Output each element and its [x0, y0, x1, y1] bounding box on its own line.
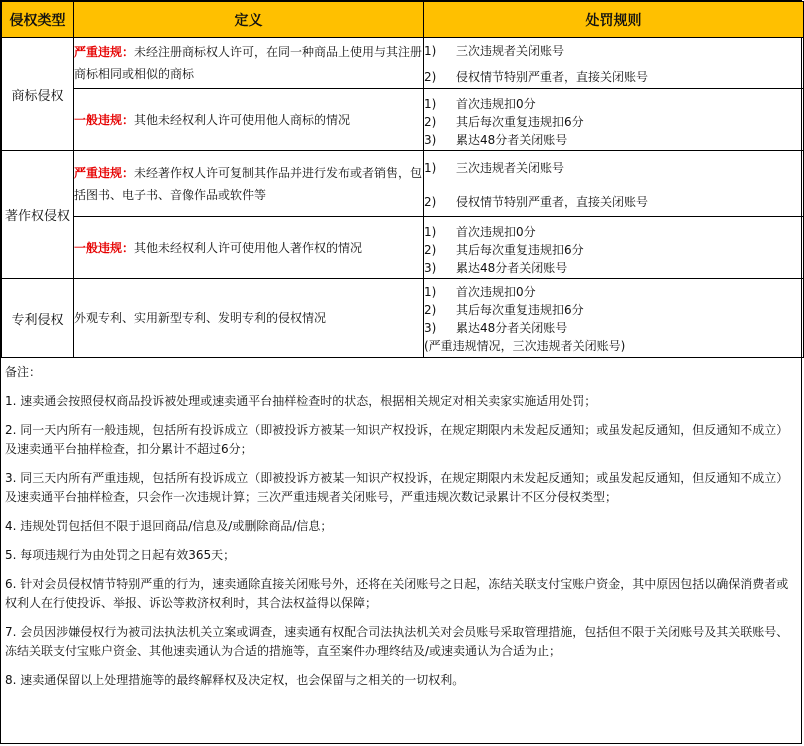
penalty-cell	[424, 89, 804, 151]
rule-number: 1)	[424, 225, 437, 239]
type-trademark: 商标侵权	[2, 38, 74, 151]
header-penalty: 处罚规则	[424, 2, 804, 38]
rule-line	[424, 283, 803, 301]
note-item: 3. 同三天内所有严重违规，包括所有投诉成立（即被投诉方被某一知识产权投诉，在规定期限内未发起反通知；或虽发起反通知，但反通知不成立）及速卖通平台抽样检查，只会作一次违规计算；三次严重违规者关闭账号，严重违规次数记录累计不区分侵权类型；	[5, 471, 789, 504]
rule-number: 1)	[424, 160, 437, 175]
rule-line	[424, 69, 803, 85]
rule-text: 首次违规扣0分	[456, 97, 536, 111]
rule-text: 其后每次重复违规扣6分	[456, 302, 584, 317]
table-row	[2, 38, 804, 89]
penalty-cell	[424, 279, 804, 358]
rule-line	[424, 43, 803, 59]
rule-line	[424, 131, 803, 149]
penalty-cell	[424, 38, 804, 89]
rule-text: 累达48分者关闭账号	[456, 320, 568, 335]
note-item: 4. 违规处罚包括但不限于退回商品/信息及/或删除商品/信息；	[5, 519, 333, 533]
rule-text: 其后每次重复违规扣6分	[456, 115, 584, 129]
rule-text: 累达48分者关闭账号	[456, 133, 568, 147]
definition-text: 未经著作权人许可复制其作品并进行发布或者销售，包括图书、电子书、音像作品或软件等	[74, 165, 423, 202]
table-row	[2, 151, 804, 217]
rule-line	[424, 301, 803, 319]
notes-title: 备注：	[5, 365, 42, 379]
note-item: 6. 针对会员侵权情节特别严重的行为，速卖通除直接关闭账号外，还将在关闭账号之日起，冻结关联支付宝账户资金，其中原因包括以确保消费者或权利人在行使投诉、举报、诉讼等救济权利时，其合法权益得以保障；	[5, 577, 789, 610]
definition-cell	[74, 151, 424, 217]
definition-text: 外观专利、实用新型专利、发明专利的侵权情况	[74, 311, 327, 325]
header-definition: 定义	[74, 2, 424, 38]
rule-text: 首次违规扣0分	[456, 284, 536, 299]
definition-cell	[74, 89, 424, 151]
rule-text: 侵权情节特别严重者，直接关闭账号	[456, 194, 649, 209]
rule-number: 2)	[424, 115, 437, 129]
rule-number: 2)	[424, 302, 437, 317]
rule-number: 2)	[424, 243, 437, 257]
table-row	[2, 279, 804, 358]
penalty-cell	[424, 217, 804, 279]
table-header-row	[2, 2, 804, 38]
type-copyright: 著作权侵权	[2, 151, 74, 279]
note-item: 5. 每项违规行为由处罚之日起有效365天；	[5, 548, 236, 562]
definition-text: 其他未经权利人许可使用他人著作权的情况	[134, 240, 363, 255]
rule-number: 1)	[424, 44, 437, 58]
rule-line	[424, 160, 803, 176]
rule-line	[424, 319, 803, 337]
note-item: 2. 同一天内所有一般违规，包括所有投诉成立（即被投诉方被某一知识产权投诉，在规定期限内未发起反通知；或虽发起反通知，但反通知不成立）及速卖通平台抽样检查，扣分累计不超过6分；	[5, 423, 789, 456]
rule-number: 1)	[424, 284, 437, 299]
rule-number: 3)	[424, 133, 437, 147]
severity-label: 严重违规：	[74, 165, 135, 180]
header-type: 侵权类型	[2, 2, 74, 38]
definition-cell	[74, 217, 424, 279]
note-item: 8. 速卖通保留以上处理措施等的最终解释权及决定权，也会保留与之相关的一切权利。	[5, 673, 465, 687]
type-patent: 专利侵权	[2, 279, 74, 358]
rule-note: (严重违规情况，三次违规者关闭账号)	[424, 338, 626, 353]
definition-text: 其他未经权利人许可使用他人商标的情况	[134, 112, 351, 127]
rule-line	[424, 194, 803, 210]
penalty-cell	[424, 151, 804, 217]
rule-text: 三次违规者关闭账号	[456, 44, 565, 58]
rule-number: 3)	[424, 261, 437, 275]
table-row	[2, 217, 804, 279]
rule-text: 累达48分者关闭账号	[456, 261, 568, 275]
rule-text: 首次违规扣0分	[456, 225, 536, 239]
table-row	[2, 89, 804, 151]
severity-label: 严重违规：	[74, 45, 135, 59]
note-item: 1. 速卖通会按照侵权商品投诉被处理或速卖通平台抽样检查时的状态，根据相关规定对相关卖家实施适用处罚；	[5, 394, 597, 408]
rule-text: 其后每次重复违规扣6分	[456, 243, 584, 257]
definition-cell	[74, 279, 424, 358]
rule-number: 1)	[424, 97, 437, 111]
severity-label: 一般违规：	[74, 112, 135, 127]
note-item: 7. 会员因涉嫌侵权行为被司法执法机关立案或调查，速卖通有权配合司法执法机关对会员账号采取管理措施，包括但不限于关闭账号及其关联账号、冻结关联支付宝账户资金、其他速卖通认为合适的措施等，直至案件办理终结及/或速卖通认为合适为止；	[5, 625, 789, 658]
notes-section	[1, 357, 803, 745]
definition-cell	[74, 38, 424, 89]
penalty-table	[1, 1, 804, 358]
rule-line	[424, 259, 803, 277]
rule-number: 2)	[424, 194, 437, 209]
definition-text: 未经注册商标权人许可，在同一种商品上使用与其注册商标相同或相似的商标	[74, 45, 423, 81]
rule-number: 2)	[424, 70, 437, 84]
rule-text: 三次违规者关闭账号	[456, 160, 565, 175]
rule-line	[424, 95, 803, 113]
rule-line	[424, 223, 803, 241]
rule-number: 3)	[424, 320, 437, 335]
severity-label: 一般违规：	[74, 240, 135, 255]
rule-line	[424, 241, 803, 259]
rule-text: 侵权情节特别严重者，直接关闭账号	[456, 70, 649, 84]
rule-line	[424, 113, 803, 131]
